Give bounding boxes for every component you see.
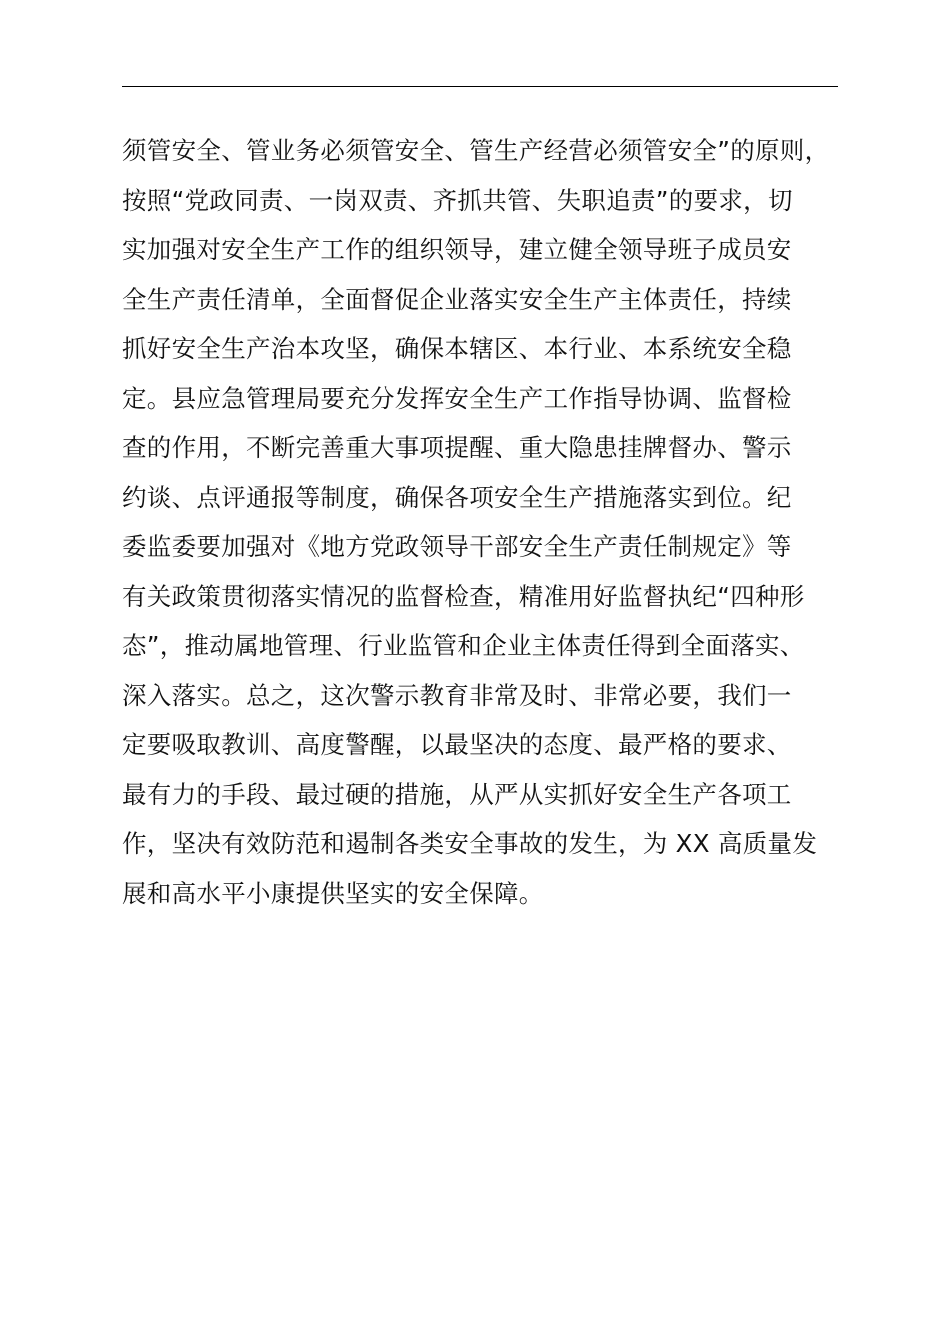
text-line: 定。县应急管理局要充分发挥安全生产工作指导协调、监督检 bbox=[122, 383, 792, 413]
header-rule bbox=[122, 86, 838, 87]
text-line: 实加强对安全生产工作的组织领导，建立健全领导班子成员安 bbox=[122, 235, 792, 264]
text-line: 抓好安全生产治本攻坚，确保本辖区、本行业、本系统安全稳 bbox=[122, 334, 792, 363]
text-line: 展和高水平小康提供坚实的安全保障。 bbox=[122, 878, 544, 908]
text-line: 定要吸取教训、高度警醒，以最坚决的态度、最严格的要求、 bbox=[122, 730, 792, 759]
text-line: 按照“党政同责、一岗双责、齐抓共管、失职追责”的要求，切 bbox=[122, 185, 793, 215]
text-line: 全生产责任清单，全面督促企业落实安全生产主体责任，持续 bbox=[122, 284, 792, 314]
text-line: 深入落实。总之，这次警示教育非常及时、非常必要，我们一 bbox=[122, 680, 792, 710]
text-line: 最有力的手段、最过硬的措施，从严从实抓好安全生产各项工 bbox=[122, 779, 792, 809]
body-paragraph bbox=[122, 126, 862, 918]
text-line: 态”，推动属地管理、行业监管和企业主体责任得到全面落实、 bbox=[122, 631, 805, 660]
text-line: 查的作用，不断完善重大事项提醒、重大隐患挂牌督办、警示 bbox=[122, 433, 792, 462]
text-line: 有关政策贯彻落实情况的监督检查，精准用好监督执纪“四种形 bbox=[122, 581, 805, 611]
text-line: 须管安全、管业务必须管安全、管生产经营必须管安全”的原则， bbox=[122, 136, 830, 165]
text-line: 约谈、点评通报等制度，确保各项安全生产措施落实到位。纪 bbox=[122, 482, 792, 512]
text-line: 委监委要加强对《地方党政领导干部安全生产责任制规定》等 bbox=[122, 532, 792, 561]
text-line: 作，坚决有效防范和遏制各类安全事故的发生，为 XX 高质量发 bbox=[122, 829, 818, 858]
